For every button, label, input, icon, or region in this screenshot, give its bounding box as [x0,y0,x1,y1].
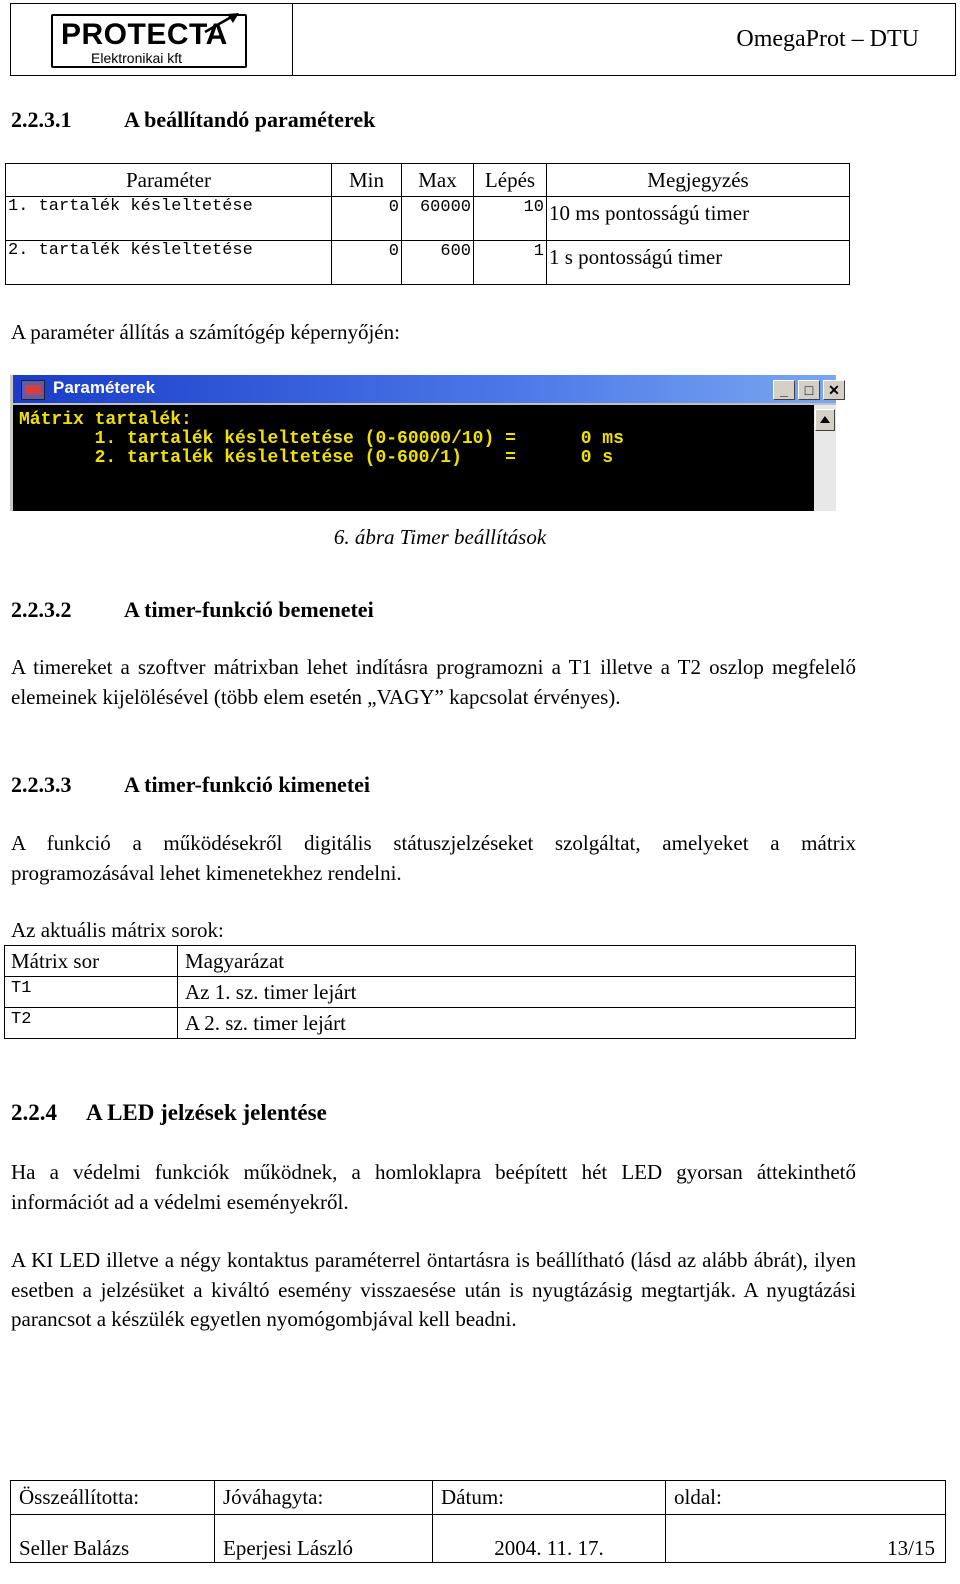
section-number: 2.2.3.1 [11,107,72,132]
col-header-matrix-row: Mátrix sor [5,946,178,977]
section-heading-1 [11,107,375,133]
parameter-table [5,163,850,285]
paragraph-led-1: Ha a védelmi funkciók működnek, a homloklapra beépített hét LED gyorsan áttekinthető információt ad a védelmi eseményekről. [11,1160,856,1214]
intro-paragraph: A paraméter állítás a számítógép képernyőjén: [11,320,400,344]
matrix-row-desc: Az 1. sz. timer lejárt [178,977,856,1008]
maximize-button[interactable]: □ [798,380,820,400]
paragraph-outputs: A funkció a működésekről digitális státuszjelzéseket szolgáltat, amelyeket a mátrix programozásával lehet kimenetekhez rendelni. [11,831,856,885]
table-row [5,1008,856,1039]
col-header-note: Megjegyzés [547,164,850,197]
paragraph-inputs: A timereket a szoftver mátrixban lehet indításra programozni a T1 illetve a T2 oszlop megfelelő elemeinek kijelölésével (több elem esetén „VAGY” kapcsolat érvényes). [11,655,856,709]
table-row [6,241,850,285]
section-number: 2.2.4 [11,1100,57,1125]
footer-label-page: oldal: [666,1481,946,1515]
logo-arrow-icon [203,12,243,34]
minimize-button[interactable]: _ [773,380,795,400]
section-title: A beállítandó paraméterek [124,107,376,132]
table-header-row [5,946,856,977]
section-number: 2.2.3.3 [11,772,72,797]
app-icon [21,380,45,400]
logo-sub-text: Elektronikai kft [91,50,183,66]
section-heading-4 [11,1100,327,1126]
scroll-up-icon[interactable] [815,409,835,431]
section-title: A timer-funkció kimenetei [124,772,371,797]
footer-approver: Eperjesi László [215,1515,433,1563]
parameter-window-screenshot [10,375,840,511]
figure-caption: 6. ábra Timer beállítások [333,525,547,549]
window-titlebar [13,375,840,405]
document-title: OmegaProt – DTU [736,26,919,52]
section-number: 2.2.3.2 [11,597,72,622]
vertical-scrollbar[interactable] [814,405,836,511]
col-header-step: Lépés [474,164,547,197]
window-title: Paraméterek [53,378,156,397]
page-footer [10,1480,946,1563]
matrix-row-id: T1 [5,977,178,1008]
console-line: Mátrix tartalék: [19,410,192,430]
footer-label-row [11,1481,946,1515]
section-title: A LED jelzések jelentése [86,1100,327,1125]
console-output [19,411,624,468]
footer-label-approved: Jóváhagyta: [215,1481,433,1515]
paragraph-led-2: A KI LED illetve a négy kontaktus paraméterrel öntartásra is beállítható (lásd az alább ábrát), ilyen esetben a jelzésüket a kiváltó esemény visszaesése után is nyugtázásig megtartják. A nyugtázási parancsot a készülék egyetlen nyomógombjával kell beadni. [11,1248,856,1331]
footer-value-row [11,1515,946,1563]
footer-date: 2004. 11. 17. [433,1515,666,1563]
param-note: 10 ms pontosságú timer [547,197,850,241]
param-min: 0 [332,197,402,241]
col-header-parameter: Paraméter [6,164,332,197]
company-logo [51,14,247,68]
footer-label-date: Dátum: [433,1481,666,1515]
section-title: A timer-funkció bemenetei [124,597,374,622]
table-row [6,197,850,241]
col-header-min: Min [332,164,402,197]
section-heading-2 [11,597,374,623]
matrix-table [4,945,856,1039]
param-name: 1. tartalék késleltetése [6,197,332,241]
param-note: 1 s pontosságú timer [547,241,850,285]
param-step: 1 [474,241,547,285]
page-header [10,3,956,76]
table-row [5,977,856,1008]
matrix-intro: Az aktuális mátrix sorok: [11,918,224,942]
param-min: 0 [332,241,402,285]
footer-page-number: 13/15 [666,1515,946,1563]
param-max: 60000 [402,197,474,241]
table-header-row [6,164,850,197]
col-header-max: Max [402,164,474,197]
logo-cell [11,4,293,75]
param-max: 600 [402,241,474,285]
matrix-row-id: T2 [5,1008,178,1039]
logo-main-text: PROTECTA [61,18,228,51]
param-name: 2. tartalék késleltetése [6,241,332,285]
matrix-row-desc: A 2. sz. timer lejárt [178,1008,856,1039]
param-step: 10 [474,197,547,241]
console-line: 2. tartalék késleltetése (0-600/1) = 0 s [19,448,614,468]
section-heading-3 [11,772,370,798]
console-line: 1. tartalék késleltetése (0-60000/10) = 0 ms [19,429,624,449]
footer-author: Seller Balázs [11,1515,215,1563]
footer-label-author: Összeállította: [11,1481,215,1515]
close-button[interactable]: ✕ [823,380,845,400]
col-header-description: Magyarázat [178,946,856,977]
